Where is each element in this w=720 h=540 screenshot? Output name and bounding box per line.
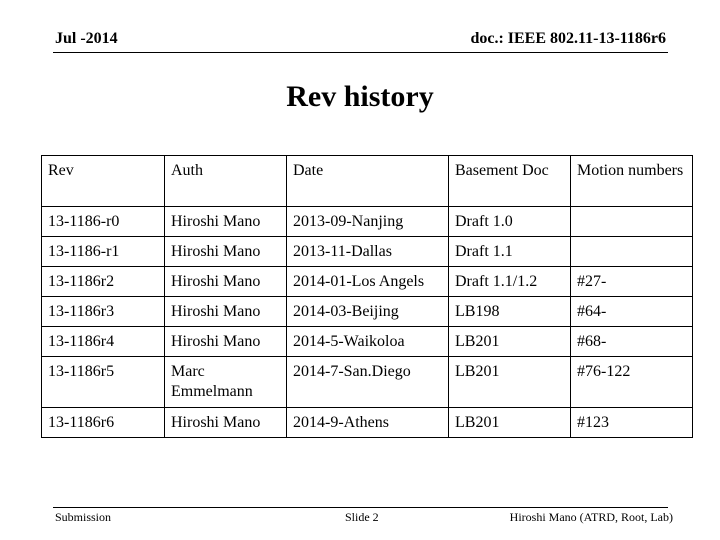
cell-rev: 13-1186-r0: [42, 207, 165, 237]
header-cell-basement-doc: Basement Doc: [449, 156, 571, 207]
cell-date: 2014-5-Waikoloa: [287, 327, 449, 357]
cell-rev: 13-1186r5: [42, 357, 165, 408]
slide-title: Rev history: [286, 80, 434, 113]
table-header-row: [42, 156, 693, 207]
table-row: [42, 267, 693, 297]
cell-basement-doc: LB201: [449, 327, 571, 357]
cell-motion-numbers: [571, 207, 693, 237]
cell-auth: Hiroshi Mano: [165, 297, 287, 327]
cell-motion-numbers: #68-: [571, 327, 693, 357]
cell-rev: 13-1186r2: [42, 267, 165, 297]
table-row: [42, 327, 693, 357]
cell-rev: 13-1186-r1: [42, 237, 165, 267]
footer-divider: [53, 507, 668, 508]
footer-slide-number: Slide 2: [345, 510, 379, 524]
cell-basement-doc: Draft 1.1: [449, 237, 571, 267]
cell-basement-doc: LB198: [449, 297, 571, 327]
cell-motion-numbers: #64-: [571, 297, 693, 327]
cell-motion-numbers: #123: [571, 408, 693, 438]
footer-author: Hiroshi Mano (ATRD, Root, Lab): [509, 510, 673, 524]
header-date: Jul -2014: [55, 30, 118, 47]
table-row: [42, 237, 693, 267]
table-row: [42, 357, 693, 408]
table-row: [42, 297, 693, 327]
cell-motion-numbers: #76-122: [571, 357, 693, 408]
rev-history-table: [41, 155, 693, 438]
cell-rev: 13-1186r6: [42, 408, 165, 438]
header-cell-motion-numbers: Motion numbers: [571, 156, 693, 207]
cell-auth: Hiroshi Mano: [165, 408, 287, 438]
cell-auth: Hiroshi Mano: [165, 327, 287, 357]
cell-motion-numbers: #27-: [571, 267, 693, 297]
cell-rev: 13-1186r3: [42, 297, 165, 327]
cell-date: 2014-9-Athens: [287, 408, 449, 438]
cell-date: 2014-7-San.Diego: [287, 357, 449, 408]
cell-date: 2014-01-Los Angels: [287, 267, 449, 297]
header-cell-date: Date: [287, 156, 449, 207]
cell-basement-doc: Draft 1.0: [449, 207, 571, 237]
cell-rev: 13-1186r4: [42, 327, 165, 357]
cell-date: 2013-09-Nanjing: [287, 207, 449, 237]
cell-basement-doc: Draft 1.1/1.2: [449, 267, 571, 297]
header-doc-id: doc.: IEEE 802.11-13-1186r6: [470, 30, 666, 47]
cell-date: 2014-03-Beijing: [287, 297, 449, 327]
footer-submission: Submission: [55, 510, 112, 524]
cell-auth: Hiroshi Mano: [165, 207, 287, 237]
cell-auth: Marc Emmelmann: [165, 357, 287, 408]
cell-basement-doc: LB201: [449, 357, 571, 408]
table-row: [42, 408, 693, 438]
header-cell-auth: Auth: [165, 156, 287, 207]
header-divider: [53, 52, 668, 53]
cell-date: 2013-11-Dallas: [287, 237, 449, 267]
table-row: [42, 207, 693, 237]
cell-basement-doc: LB201: [449, 408, 571, 438]
cell-auth: Hiroshi Mano: [165, 267, 287, 297]
cell-motion-numbers: [571, 237, 693, 267]
header-cell-rev: Rev: [42, 156, 165, 207]
cell-auth: Hiroshi Mano: [165, 237, 287, 267]
